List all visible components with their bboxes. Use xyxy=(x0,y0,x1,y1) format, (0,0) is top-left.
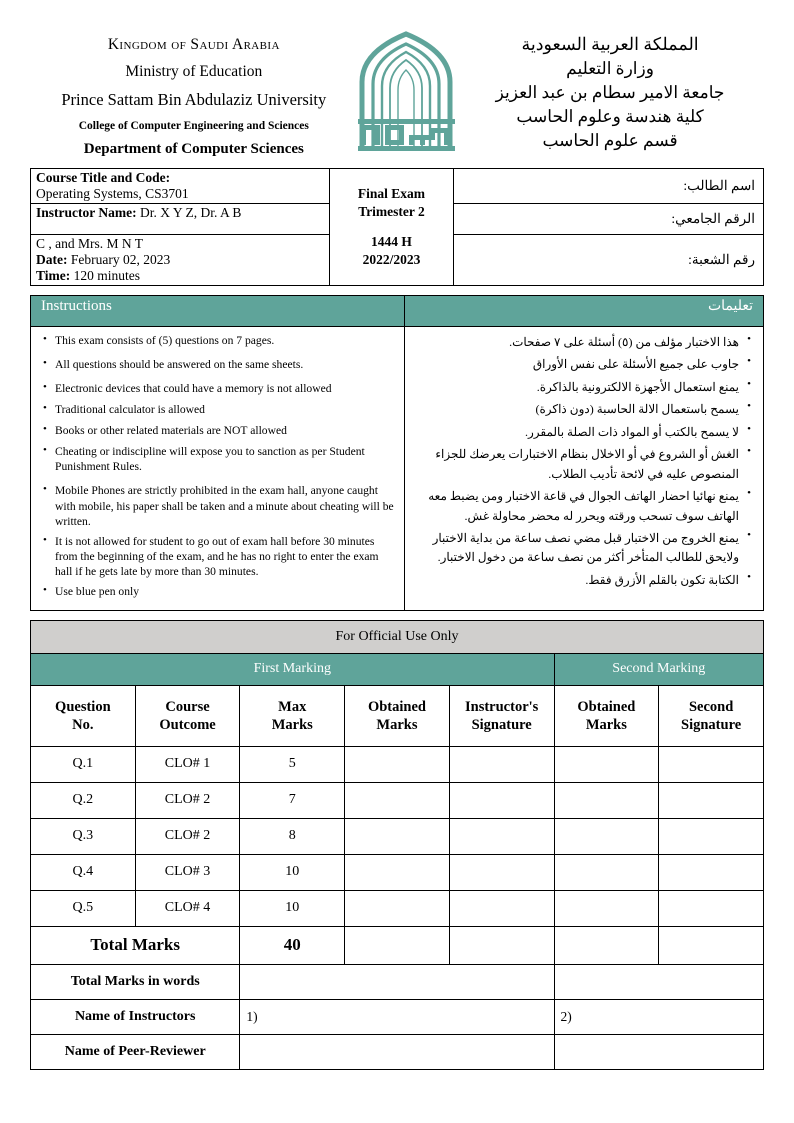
student-name-label: اسم الطالب: xyxy=(683,178,755,193)
instructions-header-row xyxy=(31,296,764,327)
question-no-cell: Q.2 xyxy=(31,782,136,818)
col-max-marks-line2: Marks xyxy=(271,716,313,733)
instructor-signature-cell[interactable] xyxy=(449,782,554,818)
time-value: 120 minutes xyxy=(73,268,140,283)
instructor-signature-cell[interactable] xyxy=(449,890,554,926)
second-signature-cell[interactable] xyxy=(659,746,764,782)
header-college-line: College of Computer Engineering and Sciences xyxy=(78,120,309,132)
section-number-label: رقم الشعبة: xyxy=(688,252,755,267)
total-instructor-signature-cell[interactable] xyxy=(449,926,554,964)
header-department-line: Department of Computer Sciences xyxy=(83,141,304,157)
table-row xyxy=(31,782,764,818)
total-marks-words-label: Total Marks in words xyxy=(31,964,240,999)
question-no-cell: Q.5 xyxy=(31,890,136,926)
peer-reviewer-first-field[interactable] xyxy=(240,1034,554,1069)
obtained-marks-second-cell[interactable] xyxy=(554,890,659,926)
exam-type-label: Final Exam xyxy=(357,185,426,201)
total-marks-words-second-field[interactable] xyxy=(554,964,763,999)
col-obtained-marks-first xyxy=(345,685,450,746)
header-arabic-block xyxy=(462,28,758,153)
header-english-block xyxy=(36,28,352,158)
trimester-label: Trimester 2 xyxy=(358,203,425,219)
col-obtained-second-line2: Marks xyxy=(585,716,627,733)
instruction-item-ar: • يمنع الخروج من الاختبار قبل مضي نصف ساعة من بداية الاختبار ولايحق للطالب المتأخر أكثر من نصف ساعة من دخول الاختبار. xyxy=(413,529,753,568)
max-marks-cell: 8 xyxy=(240,818,345,854)
header-ar-ministry: وزارة التعليم xyxy=(566,58,654,78)
second-signature-cell[interactable] xyxy=(659,782,764,818)
exam-type-cell xyxy=(330,169,454,286)
course-title-value: Operating Systems, CS3701 xyxy=(36,186,189,201)
name-of-instructors-label: Name of Instructors xyxy=(31,999,240,1034)
course-outcome-cell: CLO# 2 xyxy=(135,782,240,818)
header-university-line: Prince Sattam Bin Abdulaziz University xyxy=(61,90,327,109)
col-obtained-second-line1: Obtained xyxy=(577,698,636,715)
course-title-label: Course Title and Code: xyxy=(36,170,171,185)
section-number-field[interactable] xyxy=(454,235,764,286)
time-label: Time: xyxy=(36,268,71,283)
question-no-cell: Q.3 xyxy=(31,818,136,854)
header-ministry-line: Ministry of Education xyxy=(125,63,263,80)
obtained-marks-second-cell[interactable] xyxy=(554,782,659,818)
name-of-instructors-row xyxy=(31,999,764,1034)
instructor-signature-cell[interactable] xyxy=(449,854,554,890)
instructor-signature-cell[interactable] xyxy=(449,746,554,782)
student-name-field[interactable] xyxy=(454,169,764,204)
marks-table-header-row xyxy=(31,685,764,746)
student-id-label: الرقم الجامعي: xyxy=(671,211,755,226)
instruction-item-ar: • يمنع نهائيا احضار الهاتف الجوال في قاعة الاختبار ومن يضبط معه الهاتف سوف تسحب ورقته ويحرر له محضر محاولة غش. xyxy=(413,487,753,526)
col-question-no xyxy=(31,685,136,746)
col-question-no-line1: Question xyxy=(55,698,111,715)
course-title-cell xyxy=(31,169,330,204)
question-no-cell: Q.1 xyxy=(31,746,136,782)
total-marks-words-first-field[interactable] xyxy=(240,964,554,999)
instructor-1-field[interactable]: 1) xyxy=(240,999,554,1034)
obtained-marks-first-cell[interactable] xyxy=(345,818,450,854)
total-obtained-second-cell[interactable] xyxy=(554,926,659,964)
instruction-item: • Mobile Phones are strictly prohibited in the exam hall, anyone caught with mobile, his paper shall be taken and a minute about cheating will be written. xyxy=(41,483,396,528)
second-marking-label: Second Marking xyxy=(554,653,763,685)
course-info-table xyxy=(30,168,764,286)
course-outcome-cell: CLO# 2 xyxy=(135,818,240,854)
instruction-item-ar: • جاوب على جميع الأسئلة على نفس الأوراق xyxy=(413,355,753,374)
second-signature-cell[interactable] xyxy=(659,854,764,890)
instruction-item: • All questions should be answered on the same sheets. xyxy=(41,357,396,372)
obtained-marks-second-cell[interactable] xyxy=(554,818,659,854)
second-signature-cell[interactable] xyxy=(659,818,764,854)
instructor-name-cell xyxy=(31,204,330,235)
obtained-marks-first-cell[interactable] xyxy=(345,746,450,782)
instructor-name-value: Dr. X Y Z, Dr. A B xyxy=(139,205,242,220)
instructor-name-label: Instructor Name: xyxy=(36,205,137,220)
name-of-peer-reviewer-row xyxy=(31,1034,764,1069)
logo-icon xyxy=(354,30,459,155)
col-obtained-first-line1: Obtained xyxy=(367,698,426,715)
university-logo xyxy=(352,28,462,155)
header-ar-kingdom: المملكة العربية السعودية xyxy=(521,34,699,54)
instruction-item-ar: • هذا الاختبار مؤلف من (٥) أسئلة على ٧ صفحات. xyxy=(413,333,753,352)
instruction-item-ar: • يسمح باستعمال الالة الحاسبة (دون ذاكرة) xyxy=(413,400,753,419)
col-second-signature xyxy=(659,685,764,746)
instruction-item-ar: • الغش أو الشروع في أو الاخلال بنظام الاختبارات يعرضك للجزاء المنصوص عليه في لائحة تأديب الطلاب. xyxy=(413,445,753,484)
col-instructor-signature-line2: Signature xyxy=(471,716,532,733)
instruction-item-ar: • لا يسمح بالكتب أو المواد ذات الصلة بالمقرر. xyxy=(413,423,753,442)
table-row xyxy=(31,818,764,854)
instructions-table xyxy=(30,295,764,611)
table-row xyxy=(31,890,764,926)
max-marks-cell: 10 xyxy=(240,854,345,890)
instructor-name-value-cont: C , and Mrs. M N T xyxy=(36,236,144,251)
date-label: Date: xyxy=(36,252,68,267)
instructions-arabic-list xyxy=(405,327,764,611)
peer-reviewer-second-field[interactable] xyxy=(554,1034,763,1069)
instruction-item: • This exam consists of (5) questions on 7 pages. xyxy=(41,333,396,348)
table-row xyxy=(31,854,764,890)
col-second-signature-line2: Signature xyxy=(681,716,742,733)
total-second-signature-cell[interactable] xyxy=(659,926,764,964)
instruction-item: • Cheating or indiscipline will expose you to sanction as per Student Punishment Rules. xyxy=(41,444,396,474)
col-second-signature-line1: Second xyxy=(688,698,734,715)
obtained-marks-first-cell[interactable] xyxy=(345,782,450,818)
col-obtained-first-line2: Marks xyxy=(376,716,418,733)
col-question-no-line2: No. xyxy=(72,716,94,733)
max-marks-cell: 10 xyxy=(240,890,345,926)
col-instructor-signature xyxy=(449,685,554,746)
total-marks-words-row xyxy=(31,964,764,999)
date-value: February 02, 2023 xyxy=(70,252,171,267)
course-outcome-cell: CLO# 1 xyxy=(135,746,240,782)
header-ar-university: جامعة الامير سطام بن عبد العزيز xyxy=(495,82,725,102)
instruction-item: • Books or other related materials are NOT allowed xyxy=(41,423,396,438)
course-outcome-cell: CLO# 3 xyxy=(135,854,240,890)
header-ar-college: كلية هندسة وعلوم الحاسب xyxy=(516,107,704,127)
marking-bar-row xyxy=(31,653,764,685)
col-course-outcome-line1: Course xyxy=(165,698,210,715)
total-marks-row xyxy=(31,926,764,964)
gregorian-year-label: 2022/2023 xyxy=(362,252,421,268)
col-obtained-marks-second xyxy=(554,685,659,746)
instruction-item: • Traditional calculator is allowed xyxy=(41,402,396,417)
obtained-marks-second-cell[interactable] xyxy=(554,746,659,782)
instructions-english-list xyxy=(31,327,405,611)
obtained-marks-first-cell[interactable] xyxy=(345,854,450,890)
name-of-peer-reviewer-label: Name of Peer-Reviewer xyxy=(31,1034,240,1069)
date-time-cell xyxy=(31,235,330,286)
header-kingdom-line: Kingdom of Saudi Arabia xyxy=(107,36,280,53)
col-max-marks xyxy=(240,685,345,746)
total-obtained-first-cell[interactable] xyxy=(345,926,450,964)
course-outcome-cell: CLO# 4 xyxy=(135,890,240,926)
instructions-body-row xyxy=(31,327,764,611)
official-use-banner: For Official Use Only xyxy=(31,620,764,653)
col-course-outcome-line2: Outcome xyxy=(159,716,216,733)
student-id-field[interactable] xyxy=(454,204,764,235)
col-course-outcome xyxy=(135,685,240,746)
col-instructor-signature-line1: Instructor's xyxy=(465,698,539,715)
instruction-item-ar: • يمنع استعمال الأجهزة الالكترونية بالذاكرة. xyxy=(413,378,753,397)
instruction-item: • It is not allowed for student to go out of exam hall before 30 minutes from the beginning of the exam, and he has no right to enter the exam hall if he gets late by more than 30 minutes. xyxy=(41,534,396,579)
obtained-marks-first-cell[interactable] xyxy=(345,890,450,926)
table-row xyxy=(31,746,764,782)
instructions-title-en: Instructions xyxy=(31,296,405,327)
question-no-cell: Q.4 xyxy=(31,854,136,890)
total-marks-label: Total Marks xyxy=(31,926,240,964)
instruction-item: • Use blue pen only xyxy=(41,584,396,599)
max-marks-cell: 5 xyxy=(240,746,345,782)
hijri-year-label: 1444 H xyxy=(371,234,412,249)
instruction-item: • Electronic devices that could have a memory is not allowed xyxy=(41,381,396,396)
max-marks-cell: 7 xyxy=(240,782,345,818)
instructions-title-ar: تعليمات xyxy=(405,296,764,327)
instructor-signature-cell[interactable] xyxy=(449,818,554,854)
header-ar-department: قسم علوم الحاسب xyxy=(542,131,678,151)
instructor-2-field[interactable]: 2) xyxy=(554,999,763,1034)
course-info-row-course xyxy=(31,169,764,204)
first-marking-label: First Marking xyxy=(31,653,555,685)
second-signature-cell[interactable] xyxy=(659,890,764,926)
official-banner-row xyxy=(31,620,764,653)
col-max-marks-line1: Max xyxy=(278,698,307,715)
obtained-marks-second-cell[interactable] xyxy=(554,854,659,890)
instruction-item-ar: • الكتابة تكون بالقلم الأزرق فقط. xyxy=(413,571,753,590)
document-header xyxy=(30,28,764,166)
official-use-table xyxy=(30,620,764,1070)
total-marks-value: 40 xyxy=(240,926,345,964)
